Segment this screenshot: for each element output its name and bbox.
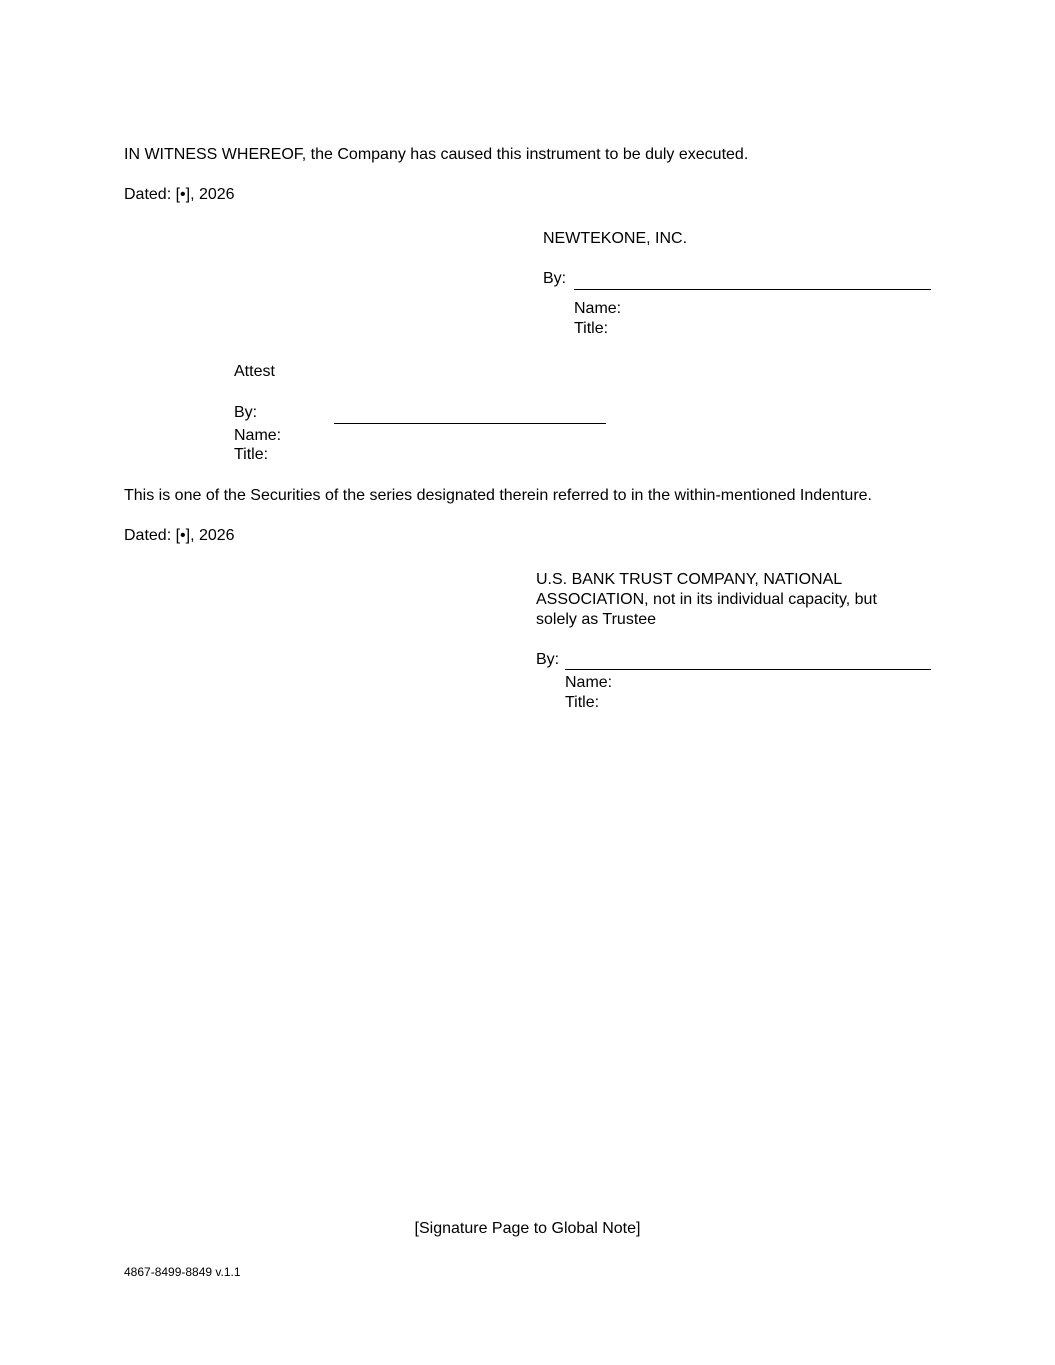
document-id: 4867-8499-8849 v.1.1 [124,1265,241,1279]
trustee-by-label: By: [536,651,560,668]
company-name-label: Name: [574,300,622,317]
trustee-title-label: Title: [565,694,600,711]
attest-label: Attest [234,363,275,380]
attest-signature-line[interactable] [334,423,606,424]
company-title-label: Title: [574,320,609,337]
attest-title-label: Title: [234,446,269,463]
trustee-signature-line[interactable] [565,669,931,670]
company-name: NEWTEKONE, INC. [543,230,688,247]
trustee-name-line-2: ASSOCIATION, not in its individual capacity, but [536,591,877,608]
footer-caption: [Signature Page to Global Note] [414,1220,641,1237]
authentication-clause: This is one of the Securities of the series designated therein referred to in the within-mentioned Indenture. [124,487,872,504]
dated-line-1: Dated: [•], 2026 [124,186,235,203]
attest-by-label: By: [234,404,258,421]
company-by-label: By: [543,270,567,287]
witness-clause: IN WITNESS WHEREOF, the Company has caused this instrument to be duly executed. [124,146,749,163]
attest-name-label: Name: [234,427,282,444]
company-signature-line[interactable] [574,289,931,290]
trustee-name-line-3: solely as Trustee [536,611,657,628]
trustee-name-line-1: U.S. BANK TRUST COMPANY, NATIONAL [536,571,843,588]
dated-line-2: Dated: [•], 2026 [124,527,235,544]
trustee-name-label: Name: [565,674,613,691]
